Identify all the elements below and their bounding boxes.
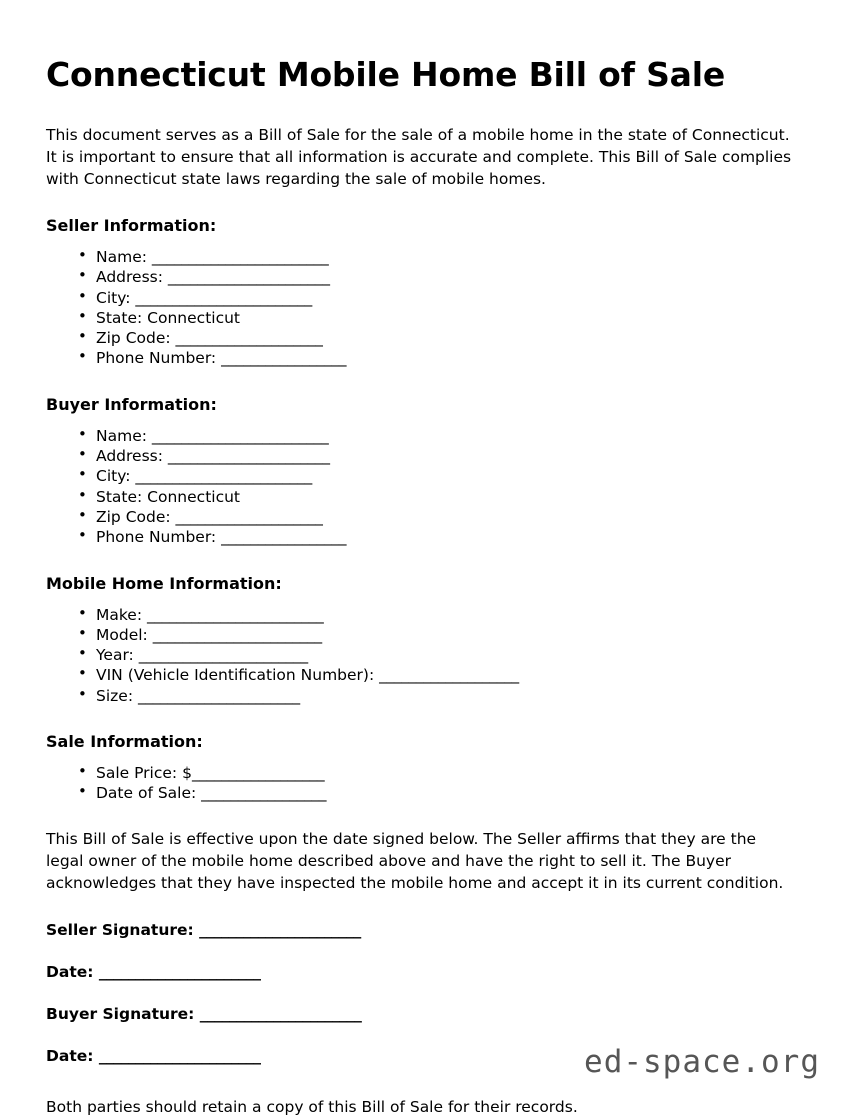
field-blank[interactable]: ____________________ — [175, 329, 323, 348]
signature-label: Date: — [46, 962, 99, 981]
field-blank[interactable]: ______________________ — [167, 268, 330, 287]
field-blank[interactable]: ___________________ — [379, 666, 519, 685]
field-label: Zip Code: — [96, 507, 176, 526]
list-item — [78, 487, 798, 507]
list-item — [78, 348, 798, 368]
field-blank[interactable]: ________________________ — [151, 247, 329, 266]
field-label: Address: — [96, 447, 168, 466]
field-blank[interactable]: ________________________ — [135, 467, 312, 486]
field-blank[interactable]: ________________________ — [135, 288, 312, 307]
buyer-information-heading: Buyer Information: — [46, 394, 217, 414]
buyer-signature-line — [46, 1004, 798, 1024]
field-label: Zip Code: — [96, 329, 176, 348]
sale-information-heading: Sale Information: — [46, 731, 203, 751]
page-title: Connecticut Mobile Home Bill of Sale — [46, 55, 726, 94]
field-blank[interactable]: _______________________ — [152, 625, 322, 644]
field-blank[interactable]: ________________________ — [151, 426, 329, 445]
field-label: Model: — [96, 625, 153, 644]
list-item — [78, 763, 798, 783]
list-item — [78, 665, 798, 685]
list-item — [78, 783, 798, 803]
field-label: Year: — [96, 646, 139, 665]
mobile-home-information-heading: Mobile Home Information: — [46, 573, 282, 593]
effective-paragraph: This Bill of Sale is effective upon the date signed below. The Seller affirms that they are the legal owner of the mobile home described above and have the right to sell it. The Buyer acknowledges that they have inspected the mobile home and accept it in its current condition. — [46, 829, 784, 892]
list-item — [78, 507, 798, 527]
signature-blank[interactable]: ______________________ — [199, 920, 361, 939]
list-item — [78, 446, 798, 466]
signature-blank[interactable]: ______________________ — [98, 1047, 261, 1065]
intro-paragraph: This document serves as a Bill of Sale for the sale of a mobile home in the state of Connecticut. It is important to ensure that all information is accurate and complete. This Bill of Sale complies with Connecticut state laws regarding the sale of mobile homes. — [46, 125, 792, 188]
field-label: State: Connecticut — [96, 487, 240, 506]
field-label: Name: — [96, 247, 152, 266]
seller-information-field-list — [46, 247, 798, 369]
field-label: Address: — [96, 268, 168, 287]
field-label: Sale Price: $ — [96, 763, 192, 782]
field-label: State: Connecticut — [96, 308, 240, 327]
field-blank[interactable]: ______________________ — [167, 447, 330, 466]
list-item — [78, 288, 798, 308]
field-label: City: — [96, 288, 136, 307]
field-blank[interactable]: _________________ — [221, 528, 347, 547]
list-item — [78, 426, 798, 446]
signature-blank[interactable]: ______________________ — [199, 1004, 362, 1023]
field-blank[interactable]: ________________________ — [146, 605, 324, 624]
signature-label: Buyer Signature: — [46, 1004, 200, 1023]
signature-blank[interactable]: ______________________ — [98, 962, 261, 981]
signature-label: Date: — [46, 1047, 99, 1065]
list-item — [78, 645, 798, 665]
field-label: VIN (Vehicle Identification Number): — [96, 666, 380, 685]
seller-information-heading: Seller Information: — [46, 215, 217, 235]
field-blank[interactable]: _______________________ — [138, 646, 308, 665]
field-blank[interactable]: ____________________ — [175, 507, 323, 526]
field-label: City: — [96, 467, 136, 486]
field-blank[interactable]: __________________ — [191, 763, 325, 782]
field-label: Phone Number: — [96, 528, 222, 547]
field-blank[interactable]: ______________________ — [137, 686, 300, 705]
footer-note: Both parties should retain a copy of this Bill of Sale for their records. — [46, 1098, 578, 1117]
field-label: Make: — [96, 605, 147, 624]
field-label: Size: — [96, 686, 138, 705]
list-item — [78, 466, 798, 486]
field-label: Date of Sale: — [96, 784, 202, 803]
list-item — [78, 247, 798, 267]
list-item — [78, 686, 798, 706]
list-item — [78, 625, 798, 645]
seller-date-line — [46, 962, 798, 982]
buyer-information-field-list — [46, 426, 798, 548]
mobile-home-information-field-list — [46, 605, 798, 706]
list-item — [78, 328, 798, 348]
list-item — [78, 527, 798, 547]
signature-label: Seller Signature: — [46, 920, 200, 939]
field-label: Phone Number: — [96, 349, 222, 368]
seller-signature-line — [46, 920, 798, 940]
field-blank[interactable]: _________________ — [221, 349, 347, 368]
site-watermark: ed-space.org — [584, 1044, 820, 1080]
field-blank[interactable]: _________________ — [201, 784, 327, 803]
sale-information-field-list — [46, 763, 798, 804]
list-item — [78, 605, 798, 625]
list-item — [78, 267, 798, 287]
field-label: Name: — [96, 426, 152, 445]
list-item — [78, 308, 798, 328]
